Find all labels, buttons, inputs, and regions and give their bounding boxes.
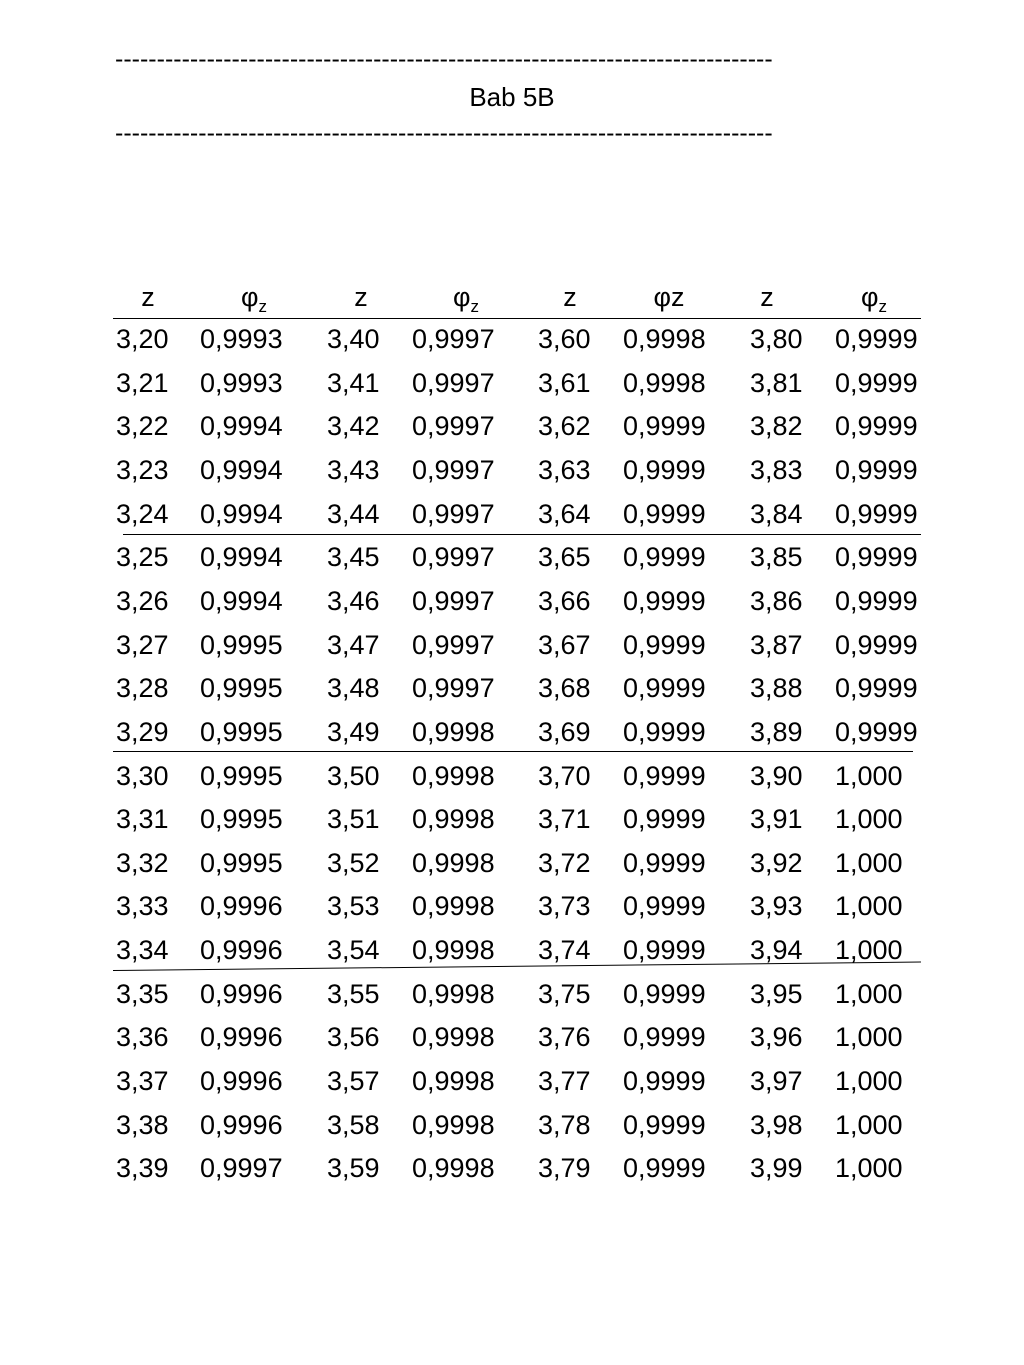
table-cell: 3,82 [750,411,803,442]
table-cell: 0,9997 [412,673,495,704]
table-cell: 1,000 [835,978,903,1009]
table-cell: 3,26 [116,585,169,616]
table-cell: 3,40 [327,324,380,354]
table-cell: 0,9999 [623,716,706,747]
table-cell: 0,9999 [623,1022,706,1053]
table-cell: 0,9999 [623,454,706,485]
table-cell: 0,9999 [623,760,706,791]
table-cell: 1,000 [835,1109,903,1140]
table-cell: 3,27 [116,629,169,660]
table-cell: 3,79 [538,1153,591,1184]
header-rule [113,318,921,319]
table-cell: 0,9999 [835,629,918,660]
table-cell: 3,95 [750,978,803,1009]
table-cell: 3,46 [327,585,380,616]
table-cell: 0,9999 [835,542,918,573]
table-cell: 3,99 [750,1153,803,1184]
table-cell: 0,9999 [835,673,918,704]
table-cell: 0,9999 [623,1153,706,1184]
table-cell: 0,9999 [623,804,706,835]
table-cell: 3,59 [327,1153,380,1184]
table-cell: 3,80 [750,324,803,354]
table-cell: 3,70 [538,760,591,791]
table-cell: 3,29 [116,716,169,747]
table-cell: 3,33 [116,891,169,922]
header-main: φ [240,282,259,312]
table-cell: 3,63 [538,454,591,485]
table-cell: 0,9997 [412,542,495,573]
header-cell [214,282,294,316]
table-cell: 0,9997 [412,454,495,485]
table-cell: 3,22 [116,411,169,442]
table-cell: 0,9999 [835,324,918,354]
table-cell: 0,9998 [623,324,706,354]
table-cell: 3,28 [116,673,169,704]
table-cell: 0,9999 [623,498,706,529]
table-cell: 3,86 [750,585,803,616]
table-cell: 0,9999 [623,935,706,966]
table-cell: 0,9994 [200,498,283,529]
table-cell: 1,000 [835,760,903,791]
table-cell: 0,9998 [412,716,495,747]
table-cell: 3,38 [116,1109,169,1140]
table-cell: 0,9998 [412,891,495,922]
table-cell: 0,9999 [835,716,918,747]
table-cell: 3,75 [538,978,591,1009]
header-cell [530,282,610,312]
table-cell: 3,21 [116,367,169,398]
table-cell: 3,87 [750,629,803,660]
table-cell: 3,53 [327,891,380,922]
table-cell: 0,9998 [412,1022,495,1053]
table-cell: 1,000 [835,847,903,878]
table-cell: 0,9995 [200,673,283,704]
table-cell: 3,20 [116,324,169,354]
table-cell: 0,9999 [835,454,918,485]
table-cell: 3,81 [750,367,803,398]
table-cell: 1,000 [835,1153,903,1184]
table-cell: 3,41 [327,367,380,398]
table-cell: 0,9994 [200,542,283,573]
table-cell: 3,43 [327,454,380,485]
table-cell: 3,97 [750,1066,803,1097]
table-cell: 0,9998 [412,760,495,791]
table-cell: 3,25 [116,542,169,573]
table-cell: 0,9997 [412,585,495,616]
table-cell: 0,9998 [412,1109,495,1140]
table-cell: 3,92 [750,847,803,878]
table-cell: 3,42 [327,411,380,442]
table-cell: 3,58 [327,1109,380,1140]
table-cell: 3,62 [538,411,591,442]
table-cell: 3,48 [327,673,380,704]
header-subscript: z [878,297,887,316]
table-cell: 3,67 [538,629,591,660]
table-cell: 0,9994 [200,411,283,442]
table-cell: 3,89 [750,716,803,747]
table-cell: 0,9999 [623,1109,706,1140]
table-cell: 3,52 [327,847,380,878]
table-cell: 3,45 [327,542,380,573]
table-cell: 0,9997 [412,324,495,354]
table-cell: 0,9995 [200,847,283,878]
table-cell: 0,9999 [623,978,706,1009]
table-cell: 0,9999 [835,367,918,398]
table-cell: 0,9996 [200,935,283,966]
group-separator-rule [113,751,913,752]
table-cell: 0,9999 [623,411,706,442]
table-cell: 0,9993 [200,324,283,354]
table-cell: 0,9996 [200,891,283,922]
table-cell: 3,68 [538,673,591,704]
table-cell: 0,9999 [835,585,918,616]
table-cell: 3,65 [538,542,591,573]
table-cell: 3,85 [750,542,803,573]
table-cell: 3,98 [750,1109,803,1140]
table-cell: 0,9994 [200,454,283,485]
table-cell: 3,49 [327,716,380,747]
table-cell: 1,000 [835,891,903,922]
table-cell: 0,9996 [200,1109,283,1140]
table-cell: 0,9994 [200,585,283,616]
header-cell [426,282,506,316]
header-cell [727,282,807,312]
table-cell: 0,9998 [412,847,495,878]
table-cell: 3,71 [538,804,591,835]
table-cell: 0,9999 [623,585,706,616]
table-cell: 0,9997 [200,1153,283,1184]
table-cell: 3,77 [538,1066,591,1097]
table-cell: 0,9995 [200,629,283,660]
table-cell: 1,000 [835,1022,903,1053]
group-separator-rule [123,534,921,535]
table-cell: 3,88 [750,673,803,704]
table-cell: 0,9996 [200,978,283,1009]
table-cell: 0,9997 [412,367,495,398]
table-cell: 3,76 [538,1022,591,1053]
table-cell: 0,9998 [412,1153,495,1184]
page-title: Bab 5B [469,82,555,112]
table-cell: 3,34 [116,935,169,966]
header-main: z [141,282,155,312]
table-cell: 3,66 [538,585,591,616]
table-cell: 3,30 [116,760,169,791]
table-cell: 0,9999 [623,542,706,573]
table-cell: 3,36 [116,1022,169,1053]
table-cell: 3,60 [538,324,591,354]
table-cell: 3,93 [750,891,803,922]
table-cell: 0,9999 [623,891,706,922]
table-cell: 3,73 [538,891,591,922]
table-cell: 3,78 [538,1109,591,1140]
table-cell: 0,9999 [623,673,706,704]
table-cell: 3,24 [116,498,169,529]
table-cell: 3,96 [750,1022,803,1053]
header-main: z [354,282,368,312]
table-cell: 3,84 [750,498,803,529]
table-cell: 0,9998 [412,935,495,966]
table-cell: 3,57 [327,1066,380,1097]
table-cell: 3,51 [327,804,380,835]
table-cell: 0,9993 [200,367,283,398]
table-cell: 3,90 [750,760,803,791]
table-cell: 3,50 [327,760,380,791]
table-cell: 3,39 [116,1153,169,1184]
table-cell: 3,83 [750,454,803,485]
table-cell: 0,9997 [412,411,495,442]
table-cell: 3,56 [327,1022,380,1053]
table-cell: 1,000 [835,935,903,966]
table-cell: 3,23 [116,454,169,485]
table-cell: 3,54 [327,935,380,966]
table-cell: 0,9997 [412,629,495,660]
bottom-dashed-rule: ------------------------------------------------------------------------------- [115,119,773,147]
table-cell: 3,61 [538,367,591,398]
header-cell [629,282,709,312]
table-cell: 3,94 [750,935,803,966]
table-cell: 3,74 [538,935,591,966]
table-cell: 0,9999 [835,411,918,442]
table-cell: 3,64 [538,498,591,529]
table-cell: 0,9996 [200,1022,283,1053]
header-main: z [563,282,577,312]
table-cell: 3,35 [116,978,169,1009]
header-cell [108,282,188,312]
table-cell: 3,44 [327,498,380,529]
table-cell: 0,9999 [835,498,918,529]
table-cell: 1,000 [835,1066,903,1097]
header-main: φz [653,282,685,312]
header-cell [321,282,401,312]
table-cell: 3,47 [327,629,380,660]
table-cell: 0,9999 [623,1066,706,1097]
table-cell: 3,72 [538,847,591,878]
table-cell: 0,9998 [412,804,495,835]
table-cell: 3,69 [538,716,591,747]
table-cell: 1,000 [835,804,903,835]
table-cell: 0,9995 [200,716,283,747]
header-main: φ [860,282,879,312]
table-cell: 0,9995 [200,804,283,835]
header-main: z [760,282,774,312]
table-cell: 0,9998 [412,1066,495,1097]
table-cell: 3,91 [750,804,803,835]
table-cell: 0,9995 [200,760,283,791]
table-cell: 0,9999 [623,629,706,660]
table-cell: 3,55 [327,978,380,1009]
table-cell: 0,9996 [200,1066,283,1097]
top-dashed-rule: ------------------------------------------------------------------------------- [115,45,773,73]
header-main: φ [452,282,471,312]
header-cell [834,282,914,316]
table-cell: 0,9999 [623,847,706,878]
header-subscript: z [470,297,479,316]
table-cell: 0,9997 [412,498,495,529]
table-cell: 0,9998 [623,367,706,398]
table-cell: 3,37 [116,1066,169,1097]
table-cell: 3,32 [116,847,169,878]
header-subscript: z [258,297,267,316]
table-cell: 3,31 [116,804,169,835]
table-cell: 0,9998 [412,978,495,1009]
